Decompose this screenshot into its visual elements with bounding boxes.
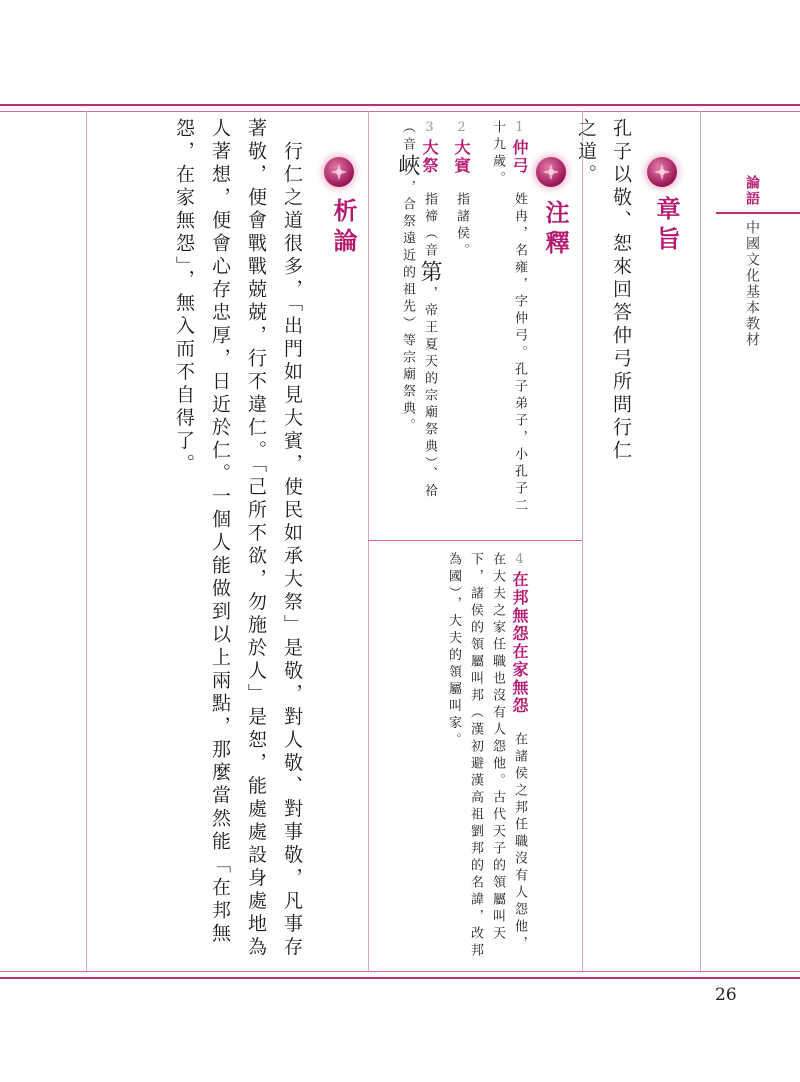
- flower-icon: [652, 162, 672, 182]
- divider-notes-analysis: [368, 111, 369, 971]
- frame-line-left: [86, 111, 87, 971]
- note-text: ，帝王夏天的宗廟祭典）、祫（音: [400, 120, 437, 501]
- note-term: 大祭: [420, 139, 439, 175]
- notes-title: 注釋: [541, 200, 570, 260]
- analysis-title: 析論: [329, 198, 358, 258]
- note-term: 在邦無怨在家無怨: [510, 571, 529, 715]
- notes-badge-icon: [536, 157, 566, 187]
- note-item-3: [388, 120, 440, 530]
- summary-title: 章旨: [652, 196, 681, 256]
- flower-icon: [541, 162, 561, 182]
- note-text: 姓冉，名雍，字仲弓。孔子弟子，小孔子二十九歲。: [490, 120, 527, 515]
- note-item-4: [398, 552, 530, 962]
- note-number: 4: [512, 552, 527, 571]
- book-title-full: 中國文化基本教材: [744, 220, 760, 348]
- note-text: 在諸侯之邦任職沒有人怨他，在大夫之家任職也沒有人怨他。古代天子的領屬叫天下，諸侯的領屬叫邦（漢初避漢高祖劉邦的名諱，改邦為國），大夫的領屬叫家。: [446, 552, 527, 960]
- bottom-rule-inner: [0, 971, 800, 972]
- book-title-short: 論語: [744, 175, 760, 207]
- note-number: 2: [454, 120, 469, 139]
- note-number: 3: [422, 120, 437, 139]
- frame-line-right: [700, 111, 701, 971]
- notes-divider: [368, 540, 582, 541]
- divider-summary-notes: [582, 111, 583, 971]
- page-number: 26: [715, 985, 737, 1005]
- summary-text: 孔子以敬、恕來回答仲弓所問行仁之道。: [575, 118, 632, 463]
- note-text: 指諸侯。: [454, 192, 469, 260]
- note-number: 1: [512, 120, 527, 139]
- pronunciation-glyph: 峽: [395, 154, 420, 180]
- top-rule-inner: [0, 111, 800, 112]
- note-text: 指禘（音: [422, 192, 437, 260]
- flower-icon: [329, 162, 349, 182]
- note-item-1: [478, 120, 530, 530]
- analysis-badge-icon: [324, 157, 354, 187]
- note-item-2: [446, 120, 472, 530]
- top-rule: [0, 104, 800, 106]
- note-text: ，合祭遠近的祖先）等宗廟祭典。: [400, 180, 415, 435]
- pronunciation-glyph: 第: [417, 260, 442, 286]
- note-term: 仲弓: [510, 139, 529, 175]
- analysis-text: 行仁之道很多，「出門如見大賓，使民如承大祭」是敬，對人敬、對事敬，凡事存著敬，便會戰戰兢兢，行不違仁。「己所不欲，勿施於人」是恕，能處處設身處地為人著想，便會心存忠厚，日近於仁。一個人能做到以上兩點，那麼當然能「在邦無怨，在家無怨」，無入而不自得了。: [173, 118, 303, 960]
- summary-badge-icon: [647, 157, 677, 187]
- bottom-rule: [0, 977, 800, 979]
- note-term: 大賓: [452, 139, 471, 175]
